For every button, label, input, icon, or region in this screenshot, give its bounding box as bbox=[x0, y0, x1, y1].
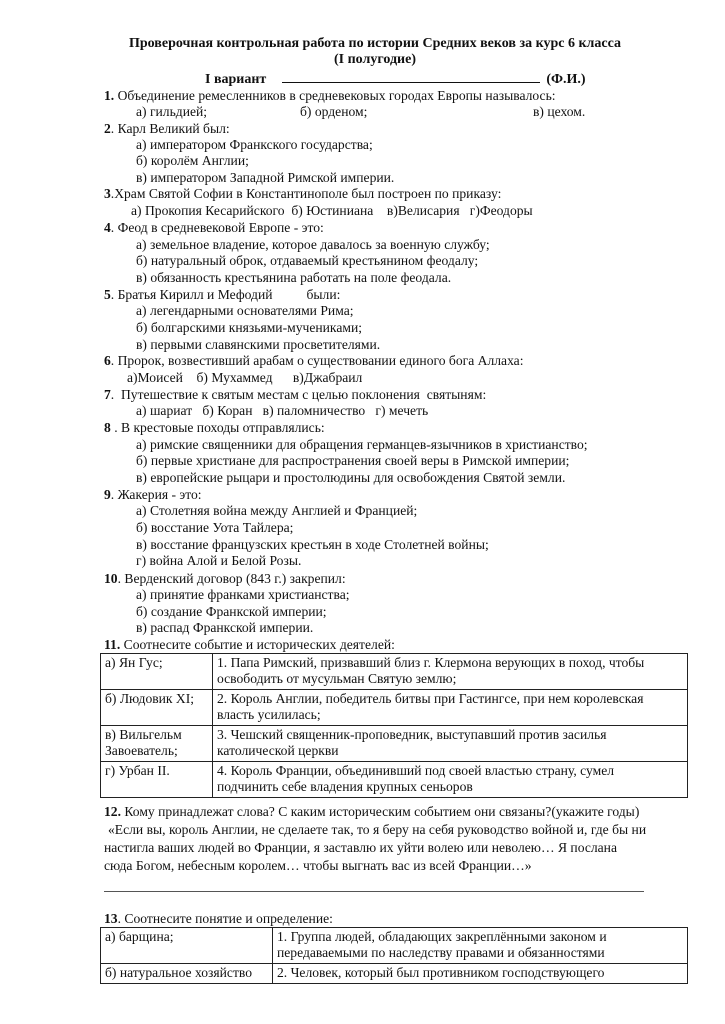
table-row bbox=[101, 964, 688, 984]
question-1 bbox=[104, 88, 556, 104]
q3-options: а) Прокопия Кесарийского б) Юстиниана в)Велисария г)Феодоры bbox=[131, 203, 533, 218]
question-6 bbox=[104, 353, 524, 369]
question-number: 10 bbox=[104, 571, 118, 586]
q8-option-a: а) римские священники для обращения германцев-язычников в христианство; bbox=[136, 437, 588, 452]
name-field-blank[interactable] bbox=[282, 70, 540, 83]
question-text: .Храм Святой Софии в Константинополе был построен по приказу: bbox=[110, 186, 502, 201]
table-cell: г) Урбан II. bbox=[101, 762, 213, 798]
cell-line: 4. Король Франции, объединивший под своей властью страну, сумел bbox=[217, 763, 615, 778]
question-text: . Карл Великий был: bbox=[110, 121, 230, 136]
table-cell bbox=[213, 726, 688, 762]
q10-option-a: а) принятие франками христианства; bbox=[136, 587, 350, 602]
question-text: . Братья Кирилл и Мефодий были: bbox=[110, 287, 341, 302]
question-3 bbox=[104, 186, 501, 202]
table-row bbox=[101, 726, 688, 762]
q8-option-c: в) европейские рыцари и простолюдины для освобождения Святой земли. bbox=[136, 470, 566, 485]
q2-option-c: в) императором Западной Римской империи. bbox=[136, 170, 395, 185]
q12-quote-line-1: «Если вы, король Англии, не сделаете так, то я беру на себя руководство войной и, где бы ни bbox=[108, 822, 647, 837]
q1-option-c: в) цехом. bbox=[533, 104, 586, 119]
question-4 bbox=[104, 220, 324, 236]
q7-options: а) шариат б) Коран в) паломничество г) мечеть bbox=[136, 403, 429, 418]
question-text: . Жакерия - это: bbox=[110, 487, 202, 502]
q1-option-a: а) гильдией; bbox=[136, 104, 208, 119]
question-number: 11. bbox=[104, 637, 121, 652]
question-text: Кому принадлежат слова? С каким историческим событием они связаны?(укажите годы) bbox=[121, 804, 640, 819]
question-text: . Пророк, возвестивший арабам о существовании единого бога Аллаха: bbox=[110, 353, 524, 368]
page-subtitle: (I полугодие) bbox=[334, 52, 416, 67]
q11-matching-table bbox=[100, 653, 688, 798]
q9-option-d: г) война Алой и Белой Розы. bbox=[136, 553, 302, 568]
table-cell: б) Людовик XI; bbox=[101, 690, 213, 726]
question-number: 1. bbox=[104, 88, 115, 103]
question-number: 2 bbox=[104, 121, 111, 136]
q5-option-b: б) болгарскими князьями-мучениками; bbox=[136, 320, 363, 335]
question-number: 6 bbox=[104, 353, 111, 368]
table-row bbox=[101, 762, 688, 798]
page-title: Проверочная контрольная работа по истории Средних веков за курс 6 класса bbox=[128, 36, 621, 51]
question-9 bbox=[104, 487, 202, 503]
table-cell bbox=[213, 690, 688, 726]
question-text: . Верденский договор (843 г.) закрепил: bbox=[117, 571, 346, 586]
cell-line: в) Вильгельм bbox=[105, 727, 182, 742]
question-text: . В крестовые походы отправлялись: bbox=[110, 420, 325, 435]
q10-option-c: в) распад Франкской империи. bbox=[136, 620, 314, 635]
q5-option-c: в) первыми славянскими просветителями. bbox=[136, 337, 381, 352]
question-2 bbox=[104, 121, 230, 137]
table-cell bbox=[213, 762, 688, 798]
q1-option-b: б) орденом; bbox=[300, 104, 368, 119]
q10-option-b: б) создание Франкской империи; bbox=[136, 604, 327, 619]
question-number: 4 bbox=[104, 220, 111, 235]
question-text: . Путешествие к святым местам с целью поклонения святыням: bbox=[110, 387, 487, 402]
question-8 bbox=[104, 420, 325, 436]
cell-line: подчинить себе владения крупных сеньоров bbox=[217, 779, 473, 794]
q8-option-b: б) первые христиане для распространения своей веры в Римской империи; bbox=[136, 453, 570, 468]
table-cell: а) Ян Гус; bbox=[101, 654, 213, 690]
variant-label: I вариант bbox=[205, 72, 267, 87]
question-text: . Соотнесите понятие и определение: bbox=[117, 911, 333, 926]
table-cell bbox=[101, 726, 213, 762]
question-number: 13 bbox=[104, 911, 118, 926]
q4-option-b: б) натуральный оброк, отдаваемый крестьянином феодалу; bbox=[136, 253, 479, 268]
q9-option-b: б) восстание Уота Тайлера; bbox=[136, 520, 294, 535]
question-text: Соотнесите событие и исторических деятелей: bbox=[120, 637, 395, 652]
q2-option-a: а) императором Франкского государства; bbox=[136, 137, 373, 152]
cell-line: 1. Группа людей, обладающих закреплёнными законом и bbox=[277, 929, 607, 944]
cell-line: освободить от мусульман Святую землю; bbox=[217, 671, 457, 686]
answer-line[interactable] bbox=[104, 891, 644, 892]
table-row bbox=[101, 654, 688, 690]
question-number: 5 bbox=[104, 287, 111, 302]
table-cell: б) натуральное хозяйство bbox=[101, 964, 273, 984]
table-row bbox=[101, 690, 688, 726]
q5-option-a: а) легендарными основателями Рима; bbox=[136, 303, 354, 318]
question-number: 8 bbox=[104, 420, 111, 435]
cell-line: передаваемыми по наследству правами и обязанностями bbox=[277, 945, 605, 960]
cell-line: Завоеватель; bbox=[105, 743, 178, 758]
question-number: 12. bbox=[104, 804, 121, 819]
question-number: 9 bbox=[104, 487, 111, 502]
cell-line: 2. Король Англии, победитель битвы при Гастингсе, при нем королевская bbox=[217, 691, 644, 706]
question-13 bbox=[104, 911, 333, 927]
question-number: 7 bbox=[104, 387, 111, 402]
table-cell bbox=[213, 654, 688, 690]
table-cell: 2. Человек, который был противником господствующего bbox=[273, 964, 688, 984]
question-text: Объединение ремесленников в средневековых городах Европы называлось: bbox=[114, 88, 556, 103]
q9-option-c: в) восстание французских крестьян в ходе Столетней войны; bbox=[136, 537, 489, 552]
cell-line: 3. Чешский священник-проповедник, выступавший против засилья bbox=[217, 727, 607, 742]
question-10 bbox=[104, 571, 346, 587]
question-5 bbox=[104, 287, 340, 303]
question-text: . Феод в средневековой Европе - это: bbox=[110, 220, 324, 235]
q9-option-a: а) Столетняя война между Англией и Францией; bbox=[136, 503, 418, 518]
cell-line: католической церкви bbox=[217, 743, 339, 758]
fio-label: (Ф.И.) bbox=[546, 72, 586, 87]
q2-option-b: б) королём Англии; bbox=[136, 153, 249, 168]
q12-quote-line-2: настигла ваших людей во Франции, я заставлю их уйти волею или неволею… Я послана bbox=[104, 840, 617, 855]
cell-line: 1. Папа Римский, призвавший близ г. Клермона верующих в поход, чтобы bbox=[217, 655, 645, 670]
variant-line bbox=[205, 70, 586, 88]
table-cell: а) барщина; bbox=[101, 928, 273, 964]
table-row bbox=[101, 928, 688, 964]
q13-matching-table bbox=[100, 927, 688, 984]
question-7 bbox=[104, 387, 486, 403]
q6-options: а)Моисей б) Мухаммед в)Джабраил bbox=[127, 370, 363, 385]
question-number: 3 bbox=[104, 186, 111, 201]
table-cell bbox=[273, 928, 688, 964]
question-12 bbox=[104, 804, 639, 820]
q4-option-a: а) земельное владение, которое давалось за военную службу; bbox=[136, 237, 490, 252]
q4-option-c: в) обязанность крестьянина работать на поле феодала. bbox=[136, 270, 452, 285]
cell-line: власть усилилась; bbox=[217, 707, 321, 722]
question-11 bbox=[104, 637, 395, 653]
q12-quote-line-3: сюда Богом, небесным королем… чтобы выгнать вас из всей Франции…» bbox=[104, 858, 532, 873]
